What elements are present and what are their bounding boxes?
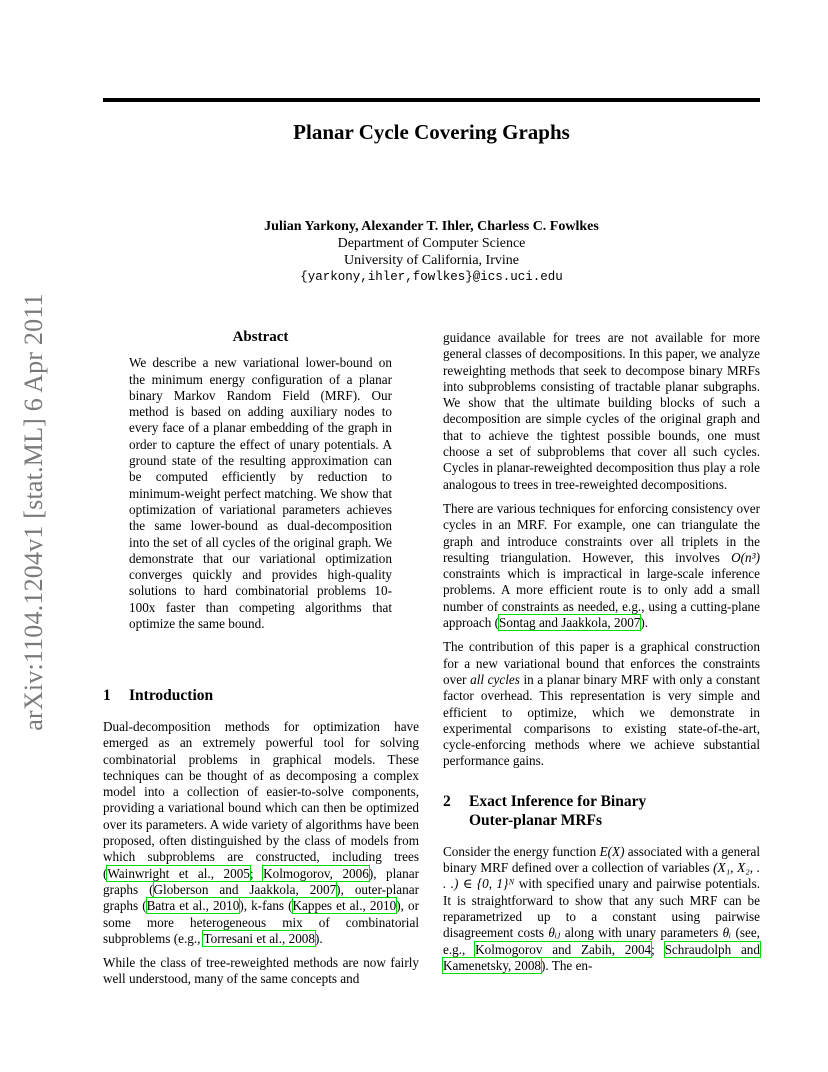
right-paragraph-4: Consider the energy function E(X) associated with a general binary MRF defined over a collection of variables (X₁, X₂, . . .) ∈ {0, 1}ᴺ with specified unary and pairwise potentials. It is straightforward to show that any such MRF can be reparametrized up to a constant using pairwise disagreement costs θᵢⱼ along with unary parameters θᵢ (see, e.g., Kolmogorov and Zabih, 2004; Schraudolph and Kamenetsky, 2008). The en- [443,843,760,973]
arxiv-id: arXiv:1104.1204v1 [stat.ML] 6 Apr 2011 [19,293,48,731]
section-2-title-line1: Exact Inference for Binary [469,792,647,810]
arxiv-stamp [14,293,54,731]
abstract-text: We describe a new variational lower-bound on the minimum energy configuration of a planar binary Markov Random Field (MRF). Our method is based on adding auxiliary nodes to every face of a planar embedding of the graph in order to capture the effect of unary potentials. A ground state of the resulting approximation can be computed efficiently by reduction to minimum-weight perfect matching. We show that optimization of variational parameters achieves the same lower-bound as dual-decomposition into the set of all cycles of the original graph. We demonstrate that our variational optimization converges quickly and provides high-quality solutions to hard combinatorial problems 10-100x faster than competing algorithms that optimize the same bound. [129,355,392,632]
section-1-number: 1 [103,687,111,704]
citation-link[interactable]: Kolmogorov and Zabih, 2004 [475,941,652,957]
intro-paragraph-1: Dual-decomposition methods for optimization have emerged as an extremely powerful tool for solving combinatorial problems in graphical models. These techniques can be thought of as decomposing a complex model into a collection of easier-to-solve components, providing a variational bound which can then be optimized over its parameters. A wide variety of algorithms have been proposed, often distinguished by the class of models from which subproblems are constructed, including trees (Wainwright et al., 2005; Kolmogorov, 2006), planar graphs (Globerson and Jaakkola, 2007), outer-planar graphs (Batra et al., 2010), k-fans (Kappes et al., 2010), or some more heterogeneous mix of combinatorial subproblems (e.g., Torresani et al., 2008). [103,719,420,946]
right-paragraph-3: The contribution of this paper is a graphical construction for a new variational bound that enforces the constraints over all cycles in a planar binary MRF with only a constant factor overhead. This representation is very simple and efficient to optimize, which we demonstrate in experimental comparisons to existing state-of-the-art, cycle-enforcing methods where we achieve substantial performance gains. [443,639,760,769]
abstract-heading: Abstract [232,329,289,345]
citation-link[interactable]: Torresani et al., 2008 [203,930,315,946]
author-names: Julian Yarkony, Alexander T. Ihler, Charless C. Fowlkes [264,219,599,234]
left-column [103,686,419,996]
section-2-heading [443,792,760,830]
math-expression: θᵢⱼ [548,925,561,941]
math-expression: E(X) [599,843,625,859]
math-expression: O(n³) [731,549,760,565]
right-paragraph-2: There are various techniques for enforcing consistency over cycles in an MRF. For example, one can triangulate the graph and introduce constraints over all triplets in the resulting triangulation. However, this involves O(n³) constraints which is impractical in large-scale inference problems. A more efficient route is to only add a small number of constraints as needed, e.g., using a cutting-plane approach (Sontag and Jaakkola, 2007). [443,500,760,631]
emphasis-text: all cycles [470,671,520,687]
math-expression: θᵢ [722,925,732,941]
intro-paragraph-2: While the class of tree-reweighted methods are now fairly well understood, many of the same concepts and [103,955,419,987]
citation-link[interactable]: Batra et al., 2010 [146,898,240,914]
author-email: {yarkony,ihler,fowlkes}@ics.uci.edu [300,270,563,284]
citation-link[interactable]: Kappes et al., 2010 [292,898,397,914]
math-expression: (X₁, X₂, . . .) ∈ {0, 1}ᴺ [443,860,760,892]
author-block [103,218,760,286]
right-paragraph-1: guidance available for trees are not available for more general classes of decompositions. In this paper, we analyze reweighting methods that seek to decompose binary MRFs into subproblems consisting of tractable planar subgraphs. We show that the ultimate building blocks of such a decomposition are simple cycles of the original graph and that to achieve the tightest possible bounds, one must choose a set of subproblems that cover all such cycles. Cycles in planar-reweighted decomposition thus play a role analogous to trees in tree-reweighted decompositions. [443,330,760,492]
section-1-heading [103,686,419,705]
section-2-title-line2: Outer-planar MRFs [469,811,603,829]
abstract [129,329,392,632]
author-university: University of California, Irvine [344,253,519,268]
citation-link[interactable]: Schraudolph and Kamenetsky, 2008 [443,941,760,973]
author-department: Department of Computer Science [337,236,526,251]
right-column [443,330,760,982]
citation-link[interactable]: Wainwright et al., 2005 [107,865,250,881]
citation-link[interactable]: Kolmogorov, 2006 [263,865,369,881]
section-1-title: Introduction [129,687,214,704]
citation-link[interactable]: Globerson and Jaakkola, 2007 [153,881,337,897]
title-rule [103,98,760,102]
section-2-number: 2 [443,792,451,810]
citation-link[interactable]: Sontag and Jaakkola, 2007 [499,615,641,631]
paper-title: Planar Cycle Covering Graphs [293,120,570,144]
